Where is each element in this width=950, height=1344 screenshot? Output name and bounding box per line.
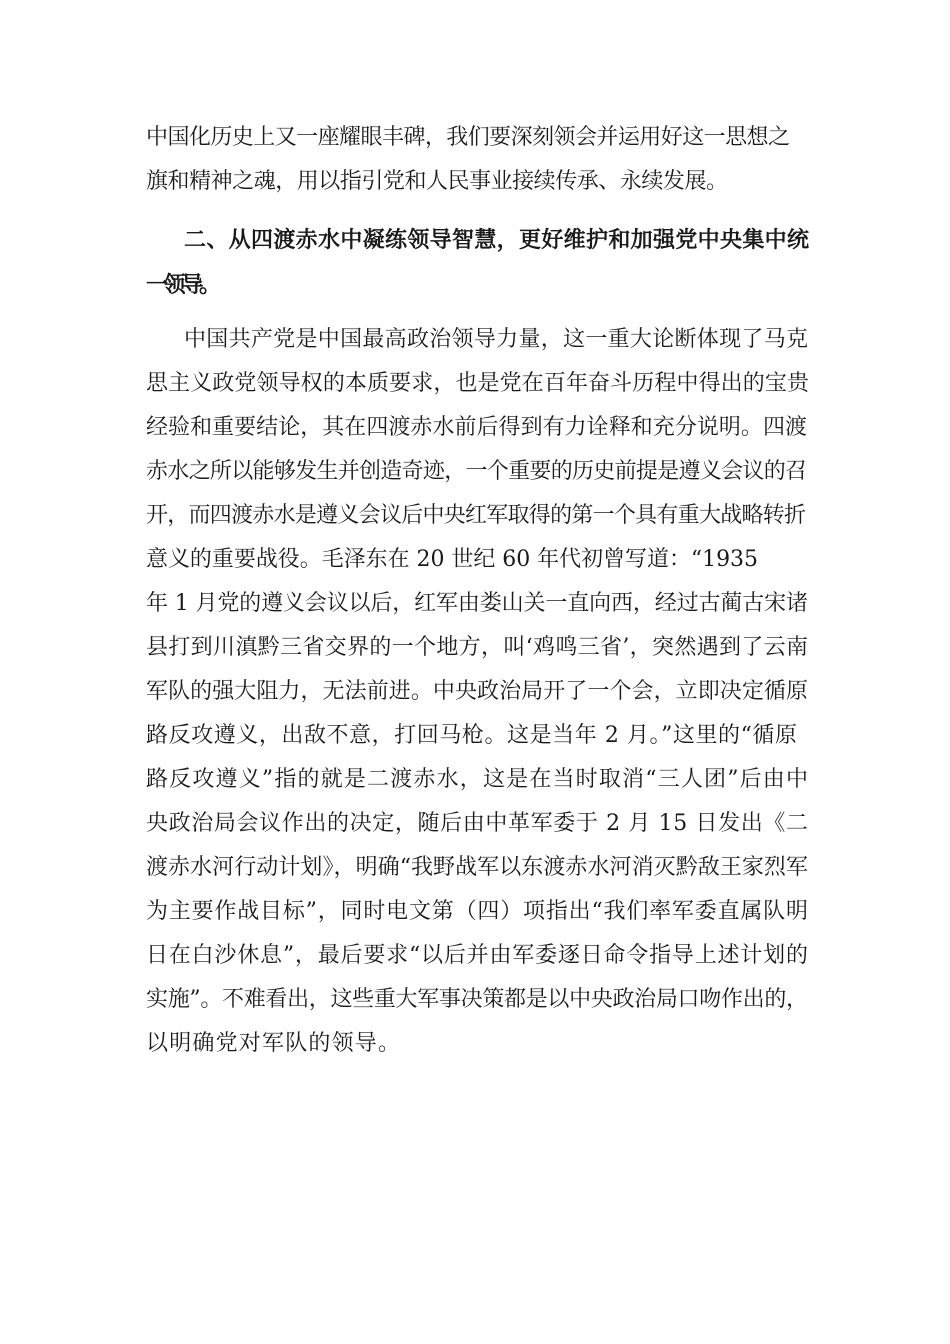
body-text-line: 路反攻遵义”指的就是二渡赤水，这是在当时取消“三人团”后由中 [146,767,810,792]
body-text-line: 意义的重要战役。毛泽东在 20 世纪 60 年代初曾写道：“1935 [146,547,758,572]
body-text-line: 路反攻遵义，出敌不意，打回马枪。这是当年 2 月。”这里的“循原 [146,723,798,748]
body-text-line: 中国共产党是中国最高政治领导力量，这一重大论断体现了马克 [184,327,809,352]
body-text-line: 经验和重要结论，其在四渡赤水前后得到有力诠释和充分说明。四渡 [146,415,808,440]
body-text-line: 日在白沙休息”，最后要求“以后并由军委逐日命令指导上述计划的 [146,943,809,968]
body-text-line: 以明确党对军队的领导。 [146,1031,402,1056]
body-text-line: 思主义政党领导权的本质要求，也是党在百年奋斗历程中得出的宝贵 [146,371,810,396]
section-heading-line: 二、从四渡赤水中凝练领导智慧，更好维护和加强党中央集中统 [184,227,810,253]
body-text-line: 县打到川滇黔三省交界的一个地方，叫‘鸡鸣三省’，突然遇到了云南 [146,635,809,660]
body-text-line: 开，而四渡赤水是遵义会议后中央红军取得的第一个具有重大战略转折 [146,503,806,528]
body-text-line: 军队的强大阻力，无法前进。中央政治局开了一个会，立即决定循原 [146,679,809,704]
section-heading-line: 一领导。 [146,272,217,298]
body-text-line: 央政治局会议作出的决定，随后由中革军委于 2 月 15 日发出《二 [146,811,809,836]
body-text-line: 中国化历史上又一座耀眼丰碑，我们要深刻领会并运用好这一思想之 [146,125,790,150]
body-text-line: 渡赤水河行动计划》，明确“我野战军以东渡赤水河消灭黔敌王家烈军 [146,855,809,880]
body-text-line: 为主要作战目标”，同时电文第（四）项指出“我们率军委直属队明 [146,899,809,924]
body-text-line: 年 1 月党的遵义会议以后，红军由娄山关一直向西，经过古蔺古宋诸 [146,591,808,616]
body-text-line: 旗和精神之魂，用以指引党和人民事业接续传承、永续发展。 [146,169,728,194]
body-text-line: 赤水之所以能够发生并创造奇迹，一个重要的历史前提是遵义会议的召 [146,459,807,484]
body-text-line: 实施”。不难看出，这些重大军事决策都是以中央政治局口吻作出的， [146,987,808,1012]
